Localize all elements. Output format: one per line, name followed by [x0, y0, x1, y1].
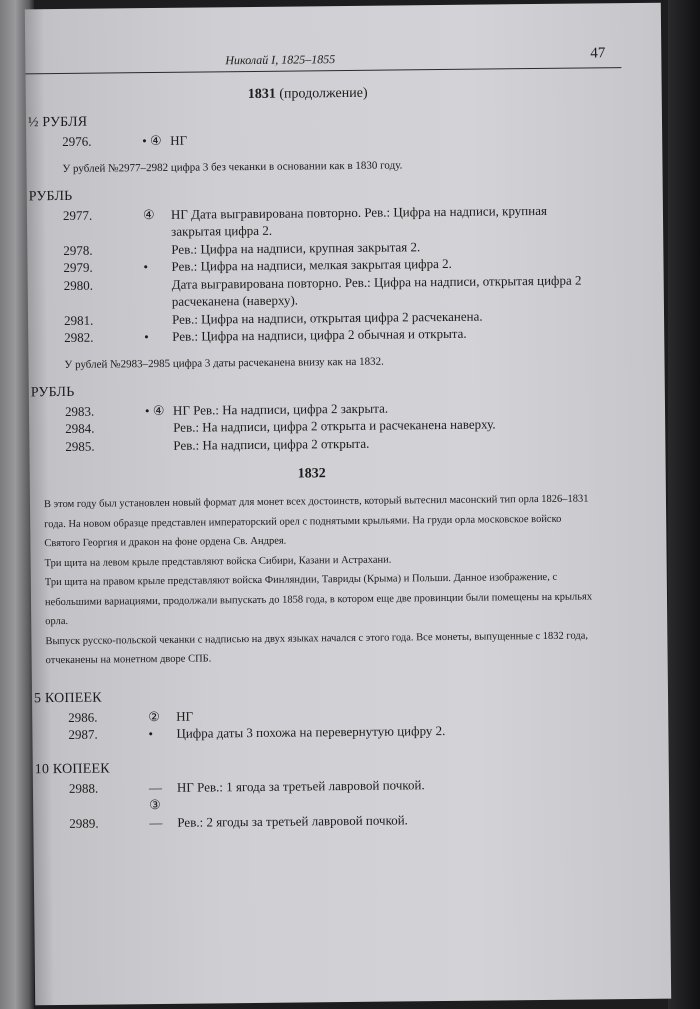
- book-page: [25, 3, 671, 1006]
- rarity-mark: [145, 436, 169, 454]
- rarity-mark: •: [148, 726, 154, 742]
- book-cover-edge: [668, 0, 700, 1009]
- entry-description: Рев.: На надписи, цифра 2 открыта и расчеканена наверху.: [173, 416, 496, 435]
- entry-number: 2983.: [64, 403, 95, 419]
- entry-description: Рев.: Цифра на надписи, открытая цифра 2 расчеканена.: [171, 308, 483, 327]
- section-title-10-kopeks: 10 КОПЕЕК: [34, 761, 110, 777]
- section-note: У рублей №2983–2985 цифра 3 даты расчеканена внизу как на 1832.: [64, 355, 384, 371]
- rarity-mark: [144, 275, 168, 310]
- entry-description: НГ: [176, 708, 194, 724]
- year-1831: 1831: [247, 86, 276, 103]
- year-heading-1832: [32, 463, 592, 485]
- entry-description: Цифра даты 3 похожа на перевернутую цифру 2.: [176, 722, 446, 741]
- entry-description: НГ: [170, 132, 188, 148]
- catalog-entry: [28, 127, 588, 150]
- entry-description: Рев.: На надписи, цифра 2 открыта.: [173, 435, 370, 453]
- running-head: [25, 43, 625, 79]
- section-note: У рублей №2977–2982 цифра 3 без чеканки в основании как в 1830 году.: [62, 158, 403, 175]
- page-content: [28, 77, 596, 832]
- catalog-entry: [35, 774, 595, 815]
- entry-number: 2978.: [63, 242, 93, 258]
- header-rule: [25, 67, 621, 74]
- paragraph: Три щита на правом крыле представляют войска Финляндии, Тавриды (Крыма) и Польши. Данное изображение, с небольшими вариациями, продолжали выпускать до 1858 года, в котором еще две провинции были помещены на крыльях орла.: [44, 571, 593, 628]
- entry-number: 2984.: [65, 420, 95, 436]
- year-heading-1831: [28, 83, 588, 105]
- paragraph: Три щита на левом крыле представляют войска Сибири, Казани и Астрахани.: [44, 554, 392, 569]
- rarity-mark: [144, 310, 168, 328]
- entry-number: 2988.: [68, 780, 99, 796]
- entry-number: 2987.: [68, 726, 98, 742]
- entry-description: НГ Дата выгравирована повторно. Рев.: Цифра на надписи, крупная закрытая цифра 2.: [170, 202, 547, 239]
- year-1832: 1832: [297, 466, 326, 482]
- paragraph: В этом году был установлен новый формат для монет всех достоинств, который вытеснил масонский тип орла 1826–1831 года. На новом образце представлен императорский орел с поднятыми крыльями. На груди орла московское войско Святого Георгия и дракон на фоне ордена Св. Андрея.: [43, 493, 589, 550]
- entry-number: 2982.: [64, 329, 94, 345]
- entry-number: 2977.: [62, 207, 93, 223]
- rarity-mark: • ④: [144, 402, 165, 418]
- page-number: 47: [590, 45, 606, 62]
- entry-number: 2985.: [65, 438, 95, 454]
- entry-description: НГ Рев.: 1 ягода за третьей лавровой почкой.: [176, 776, 425, 795]
- section-title-rouble: РУБЛЬ: [30, 384, 75, 400]
- entry-number: 2986.: [68, 709, 98, 725]
- rarity-mark: •: [143, 259, 149, 275]
- section-title-5-kopeks: 5 КОПЕЕК: [33, 690, 102, 706]
- entry-number: 2976.: [62, 133, 92, 149]
- rarity-mark: ②: [148, 708, 160, 724]
- catalog-entry: [29, 201, 589, 242]
- section-title-rouble: РУБЛЬ: [28, 188, 73, 204]
- rarity-mark: [143, 240, 167, 258]
- entry-description: НГ Рев.: На надписи, цифра 2 закрыта.: [172, 400, 389, 418]
- rarity-mark: •: [144, 329, 149, 345]
- rarity-mark: • ④: [142, 132, 162, 149]
- intro-paragraphs: [32, 489, 594, 670]
- entry-description: Дата выгравирована повторно. Рев.: Цифра на надписи, открытая цифра 2 расчеканена (наверху).: [171, 272, 582, 309]
- entry-number: 2989.: [69, 815, 99, 831]
- entry-description: Рев.: Цифра на надписи, мелкая закрытая цифра 2.: [171, 255, 452, 274]
- section-title-half-rouble: ½ РУБЛЯ: [27, 114, 88, 131]
- rarity-mark: ④: [142, 206, 155, 222]
- entry-number: 2980.: [63, 277, 94, 293]
- entry-number: 2981.: [63, 312, 94, 328]
- entry-number: 2979.: [63, 259, 93, 275]
- entry-description: Рев.: Цифра на надписи, крупная закрытая 2.: [171, 238, 421, 257]
- running-title: Николай I, 1825–1855: [225, 52, 336, 68]
- catalog-entry: [30, 271, 590, 312]
- rarity-mark: —: [149, 814, 163, 830]
- rarity-mark: [145, 419, 169, 437]
- entry-description: Рев.: 2 ягоды за третьей лавровой почкой.: [177, 811, 408, 830]
- year-1831-suffix: (продолжение): [279, 85, 368, 102]
- entry-description: Рев.: Цифра на надписи, цифра 2 обычная и открыта.: [172, 325, 467, 344]
- rarity-mark: — ③: [148, 779, 163, 813]
- paragraph: Выпуск русско-польской чеканки с надписью на двух языках начался с этого года. Все монеты, выпущенные с 1832 года, отчеканены на монетном дворе СПБ.: [45, 629, 589, 667]
